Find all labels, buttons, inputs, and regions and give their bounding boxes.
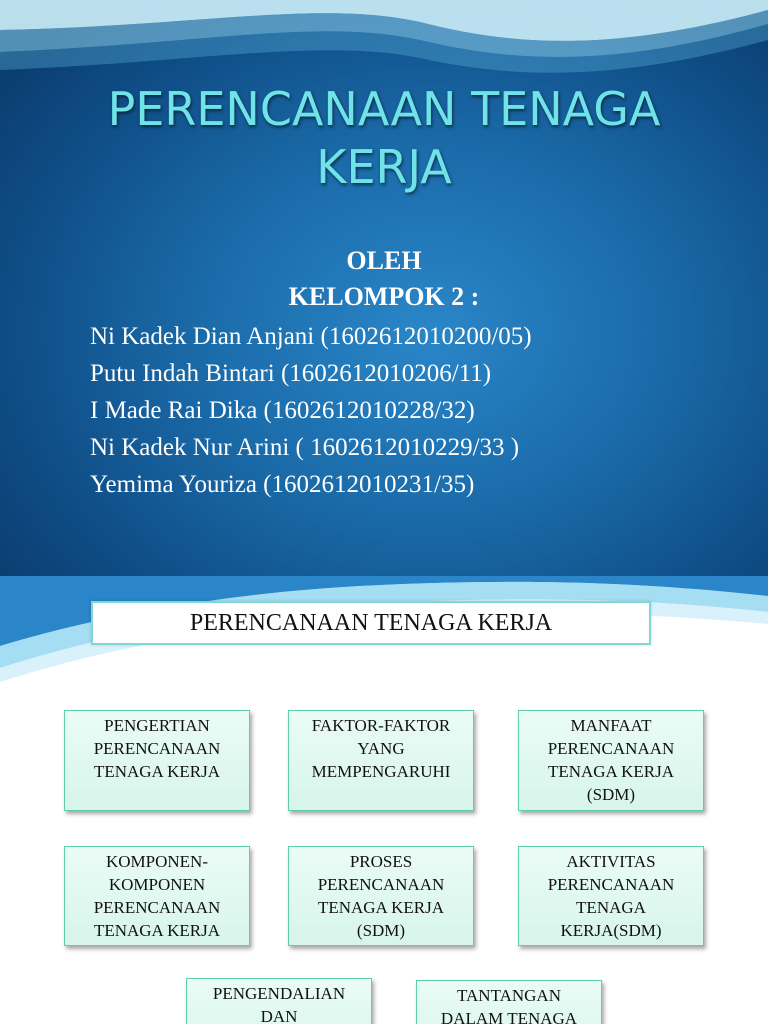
box-line: MEMPENGARUHI (311, 762, 451, 781)
topic-box[interactable] (518, 846, 704, 946)
box-line: PROSES (349, 852, 413, 871)
box-line: (SDM) (356, 921, 406, 940)
box-line: TENAGA KERJA (317, 898, 445, 917)
box-line: DAN (260, 1007, 298, 1024)
box-line: KERJA(SDM) (560, 921, 662, 940)
member-item: Ni Kadek Nur Arini ( 1602612010229/33 ) (90, 434, 520, 461)
title-line-2: KERJA (316, 140, 452, 194)
box-line: MANFAAT (570, 716, 652, 735)
topic-box[interactable] (416, 980, 602, 1024)
title-line-1: PERENCANAAN TENAGA (107, 82, 661, 136)
box-line: PENGERTIAN (104, 716, 210, 735)
box-line: TANTANGAN (457, 986, 561, 1005)
box-line: PERENCANAAN (93, 898, 221, 917)
box-line: PERENCANAAN (93, 739, 221, 758)
topic-box[interactable] (288, 710, 474, 811)
box-line: YANG (357, 739, 405, 758)
box-line: TENAGA (576, 898, 646, 917)
member-item: I Made Rai Dika (1602612010228/32) (90, 397, 475, 424)
topic-box[interactable] (288, 846, 474, 946)
box-line: FAKTOR-FAKTOR (311, 716, 451, 735)
member-item: Ni Kadek Dian Anjani (1602612010200/05) (90, 323, 532, 350)
box-line: KOMPONEN (108, 875, 206, 894)
topic-box[interactable] (186, 978, 372, 1024)
box-line: TENAGA KERJA (93, 921, 221, 940)
box-line: PERENCANAAN (547, 875, 675, 894)
box-line: PERENCANAAN (317, 875, 445, 894)
box-line: TENAGA KERJA (547, 762, 675, 781)
box-line: TENAGA KERJA (93, 762, 221, 781)
topic-box[interactable] (64, 710, 250, 811)
box-line: (SDM) (586, 785, 636, 804)
box-line: PENGENDALIAN (212, 984, 346, 1003)
member-item: Yemima Youriza (1602612010231/35) (90, 471, 475, 498)
box-line: DALAM TENAGA (440, 1009, 578, 1024)
member-list (90, 318, 532, 503)
group-label: KELOMPOK 2 : (288, 282, 480, 311)
section-title: PERENCANAAN TENAGA KERJA (91, 601, 651, 645)
topic-box[interactable] (518, 710, 704, 811)
topic-box[interactable] (64, 846, 250, 946)
content-slide (0, 576, 768, 1024)
member-item: Putu Indah Bintari (1602612010206/11) (90, 360, 492, 387)
box-line: PERENCANAAN (547, 739, 675, 758)
box-line: KOMPONEN- (106, 852, 208, 871)
by-label: OLEH (346, 246, 422, 275)
slide-title (0, 80, 768, 196)
box-line: AKTIVITAS (566, 852, 656, 871)
